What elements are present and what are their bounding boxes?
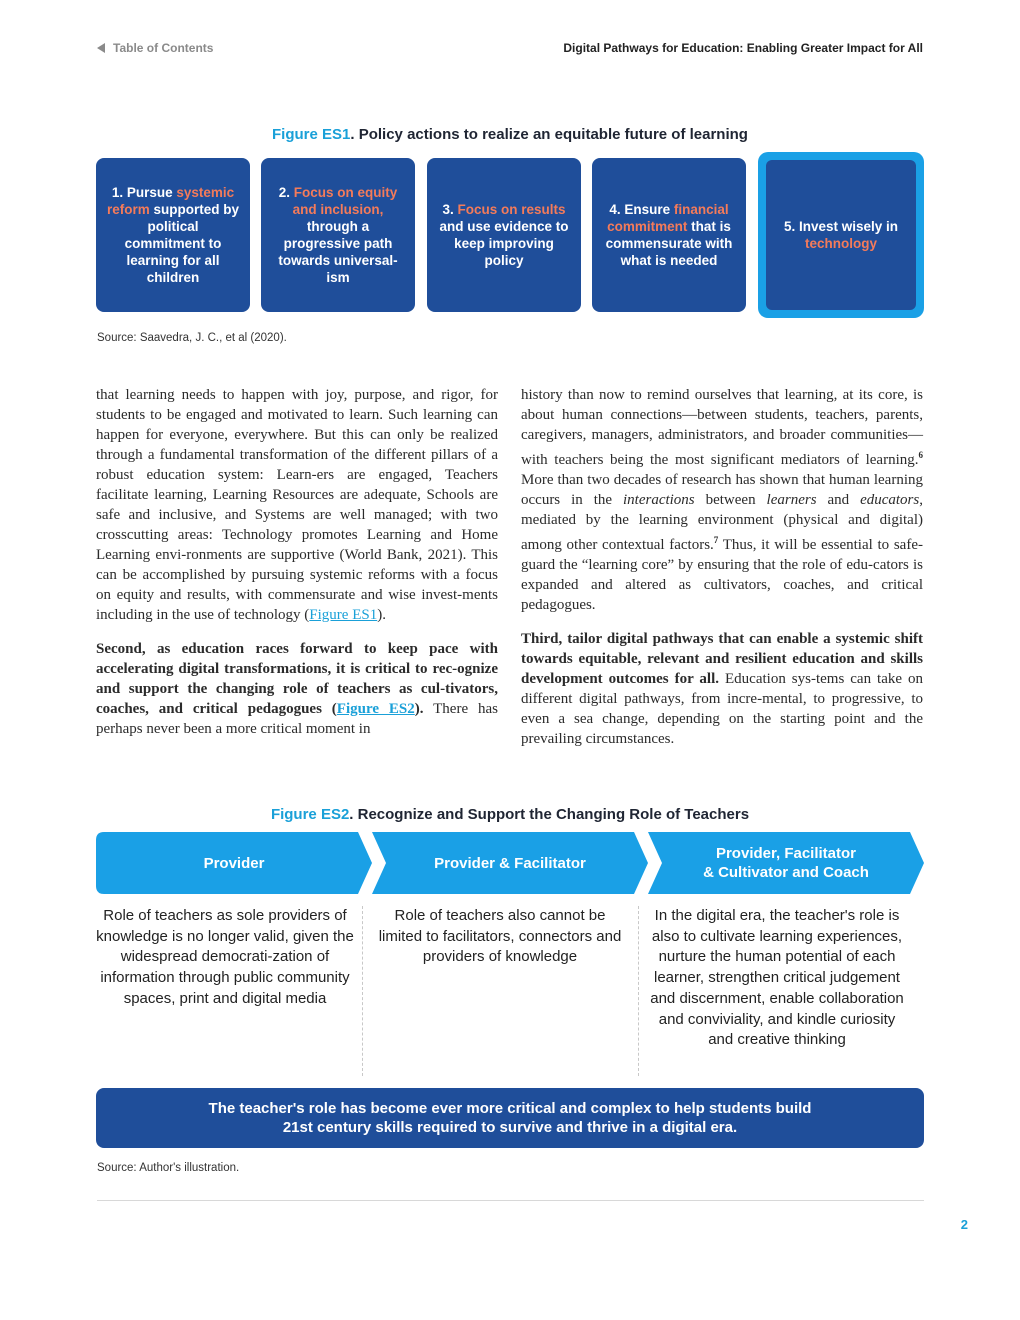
stage-provider-facilitator: Provider & Facilitator	[372, 832, 648, 894]
teacher-role-banner: The teacher's role has become ever more critical and complex to help students build 21st century skills required to survive and thrive in a digital era.	[96, 1088, 924, 1148]
left-paragraph-2: Second, as education races forward to keep pace with accelerating digital transformations, it is critical to rec-ognize and support the changing role of teachers as cul-tivators, coaches, and critical pedagogues (Figure ES2). There has perhaps never been a more critical moment in	[96, 641, 498, 737]
policy-box-4: 4. Ensure financial commitment that is commensurate with what is needed	[592, 158, 746, 312]
stage-provider-description: Role of teachers as sole providers of knowledge is no longer valid, given the widespread democrati-zation of information through public community spaces, print and digital media	[96, 907, 354, 1007]
stage-cultivator-coach: Provider, Facilitator & Cultivator and Coach	[648, 832, 924, 894]
figure-es2-caption: . Recognize and Support the Changing Role of Teachers	[349, 806, 750, 823]
footer-divider	[97, 1200, 924, 1201]
stage-cultivator-description: In the digital era, the teacher's role is also to cultivate learning experiences, nurture the human potential of each learner, strengthen critical judgement and discernment, enable collaboration and conviviality, and kindle curiosity and creative thinking	[650, 907, 904, 1049]
table-of-contents-link[interactable]	[97, 41, 213, 55]
figure-es2-source: Source: Author's illustration.	[97, 1162, 240, 1174]
toc-label: Table of Contents	[113, 41, 214, 55]
right-paragraph-2: Third, tailor digital pathways that can enable a systemic shift towards equitable, relevant and resilient education and skills development outcomes for all. Education sys-tems can take on different digital pathways, from incre-mental, to progressive, to even a sea change, depending on the starting point and the prevailing circumstances.	[521, 631, 923, 747]
body-left-column	[96, 385, 498, 753]
stage-divider-2	[638, 906, 639, 1076]
right-paragraph-1: history than now to remind ourselves that learning, at its core, is about human connections—between students, teachers, parents, caregivers, managers, administrators, and broader communities—with teachers being the most significant mediators of learning.$^6$ More than two decades of research has shown that human learning occurs in the interactions between learners and educators, mediated by the learning environment (physical and digital) among other contextual factors.$^7$ Thus, it will be essential to safe-guard the “learning core” by ensuring that the role of edu-cators is expanded and altered as cultivators, coaches, and critical pedagogues.	[521, 387, 923, 613]
stage-provider: Provider	[96, 832, 372, 894]
figure-es1-caption: . Policy actions to realize an equitable future of learning	[350, 126, 748, 143]
body-right-column	[521, 385, 923, 763]
stage-divider-1	[362, 906, 363, 1076]
stage-facilitator-description: Role of teachers also cannot be limited to facilitators, connectors and providers of knowledge	[378, 907, 622, 966]
figure-es2-label: Figure ES2	[270, 806, 350, 823]
teacher-role-stages	[96, 832, 924, 894]
figure-es2-link[interactable]: Figure ES2	[336, 701, 415, 717]
figure-es1-label: Figure ES1	[272, 126, 351, 143]
policy-box-5: 5. Invest wisely in technology	[758, 152, 924, 318]
left-paragraph-1: that learning needs to happen with joy, purpose, and rigor, for students to be engaged and motivated to learn. Such learning can happen for everyone, everywhere. But this can only be realized through a fundamental transformation of the different pillars of a robust education system: Learn-ers are engaged, Teachers facilitate learning, Learning Resources are adequate, Schools are safe and inclusive, and Systems are well managed; with two crosscutting areas: Technology promotes Learning and Home Learning envi-ronments are supportive (World Bank, 2021). This can be accomplished by pursuing systemic reforms with a focus on equity and results, with commensurate and wise invest-ments including in the use of technology (Figure ES1).	[96, 387, 498, 623]
page-number: 2	[960, 1217, 968, 1232]
figure-es1-link[interactable]: Figure ES1	[309, 607, 378, 623]
policy-actions-boxes	[96, 158, 924, 318]
document-title: Digital Pathways for Education: Enabling Greater Impact for All	[563, 41, 923, 55]
policy-box-2: 2. Focus on equity and inclusion, through a progressive path towards universal-ism	[261, 158, 415, 312]
figure-es2-title	[0, 806, 1020, 823]
figure-es1-source: Source: Saavedra, J. C., et al (2020).	[97, 332, 287, 344]
back-triangle-icon	[97, 43, 105, 53]
policy-box-3: 3. Focus on results and use evidence to keep improving policy	[427, 158, 581, 312]
policy-box-1: 1. Pursue systemic reform supported by political commitment to learning for all children	[96, 158, 250, 312]
figure-es1-title	[0, 126, 1020, 143]
